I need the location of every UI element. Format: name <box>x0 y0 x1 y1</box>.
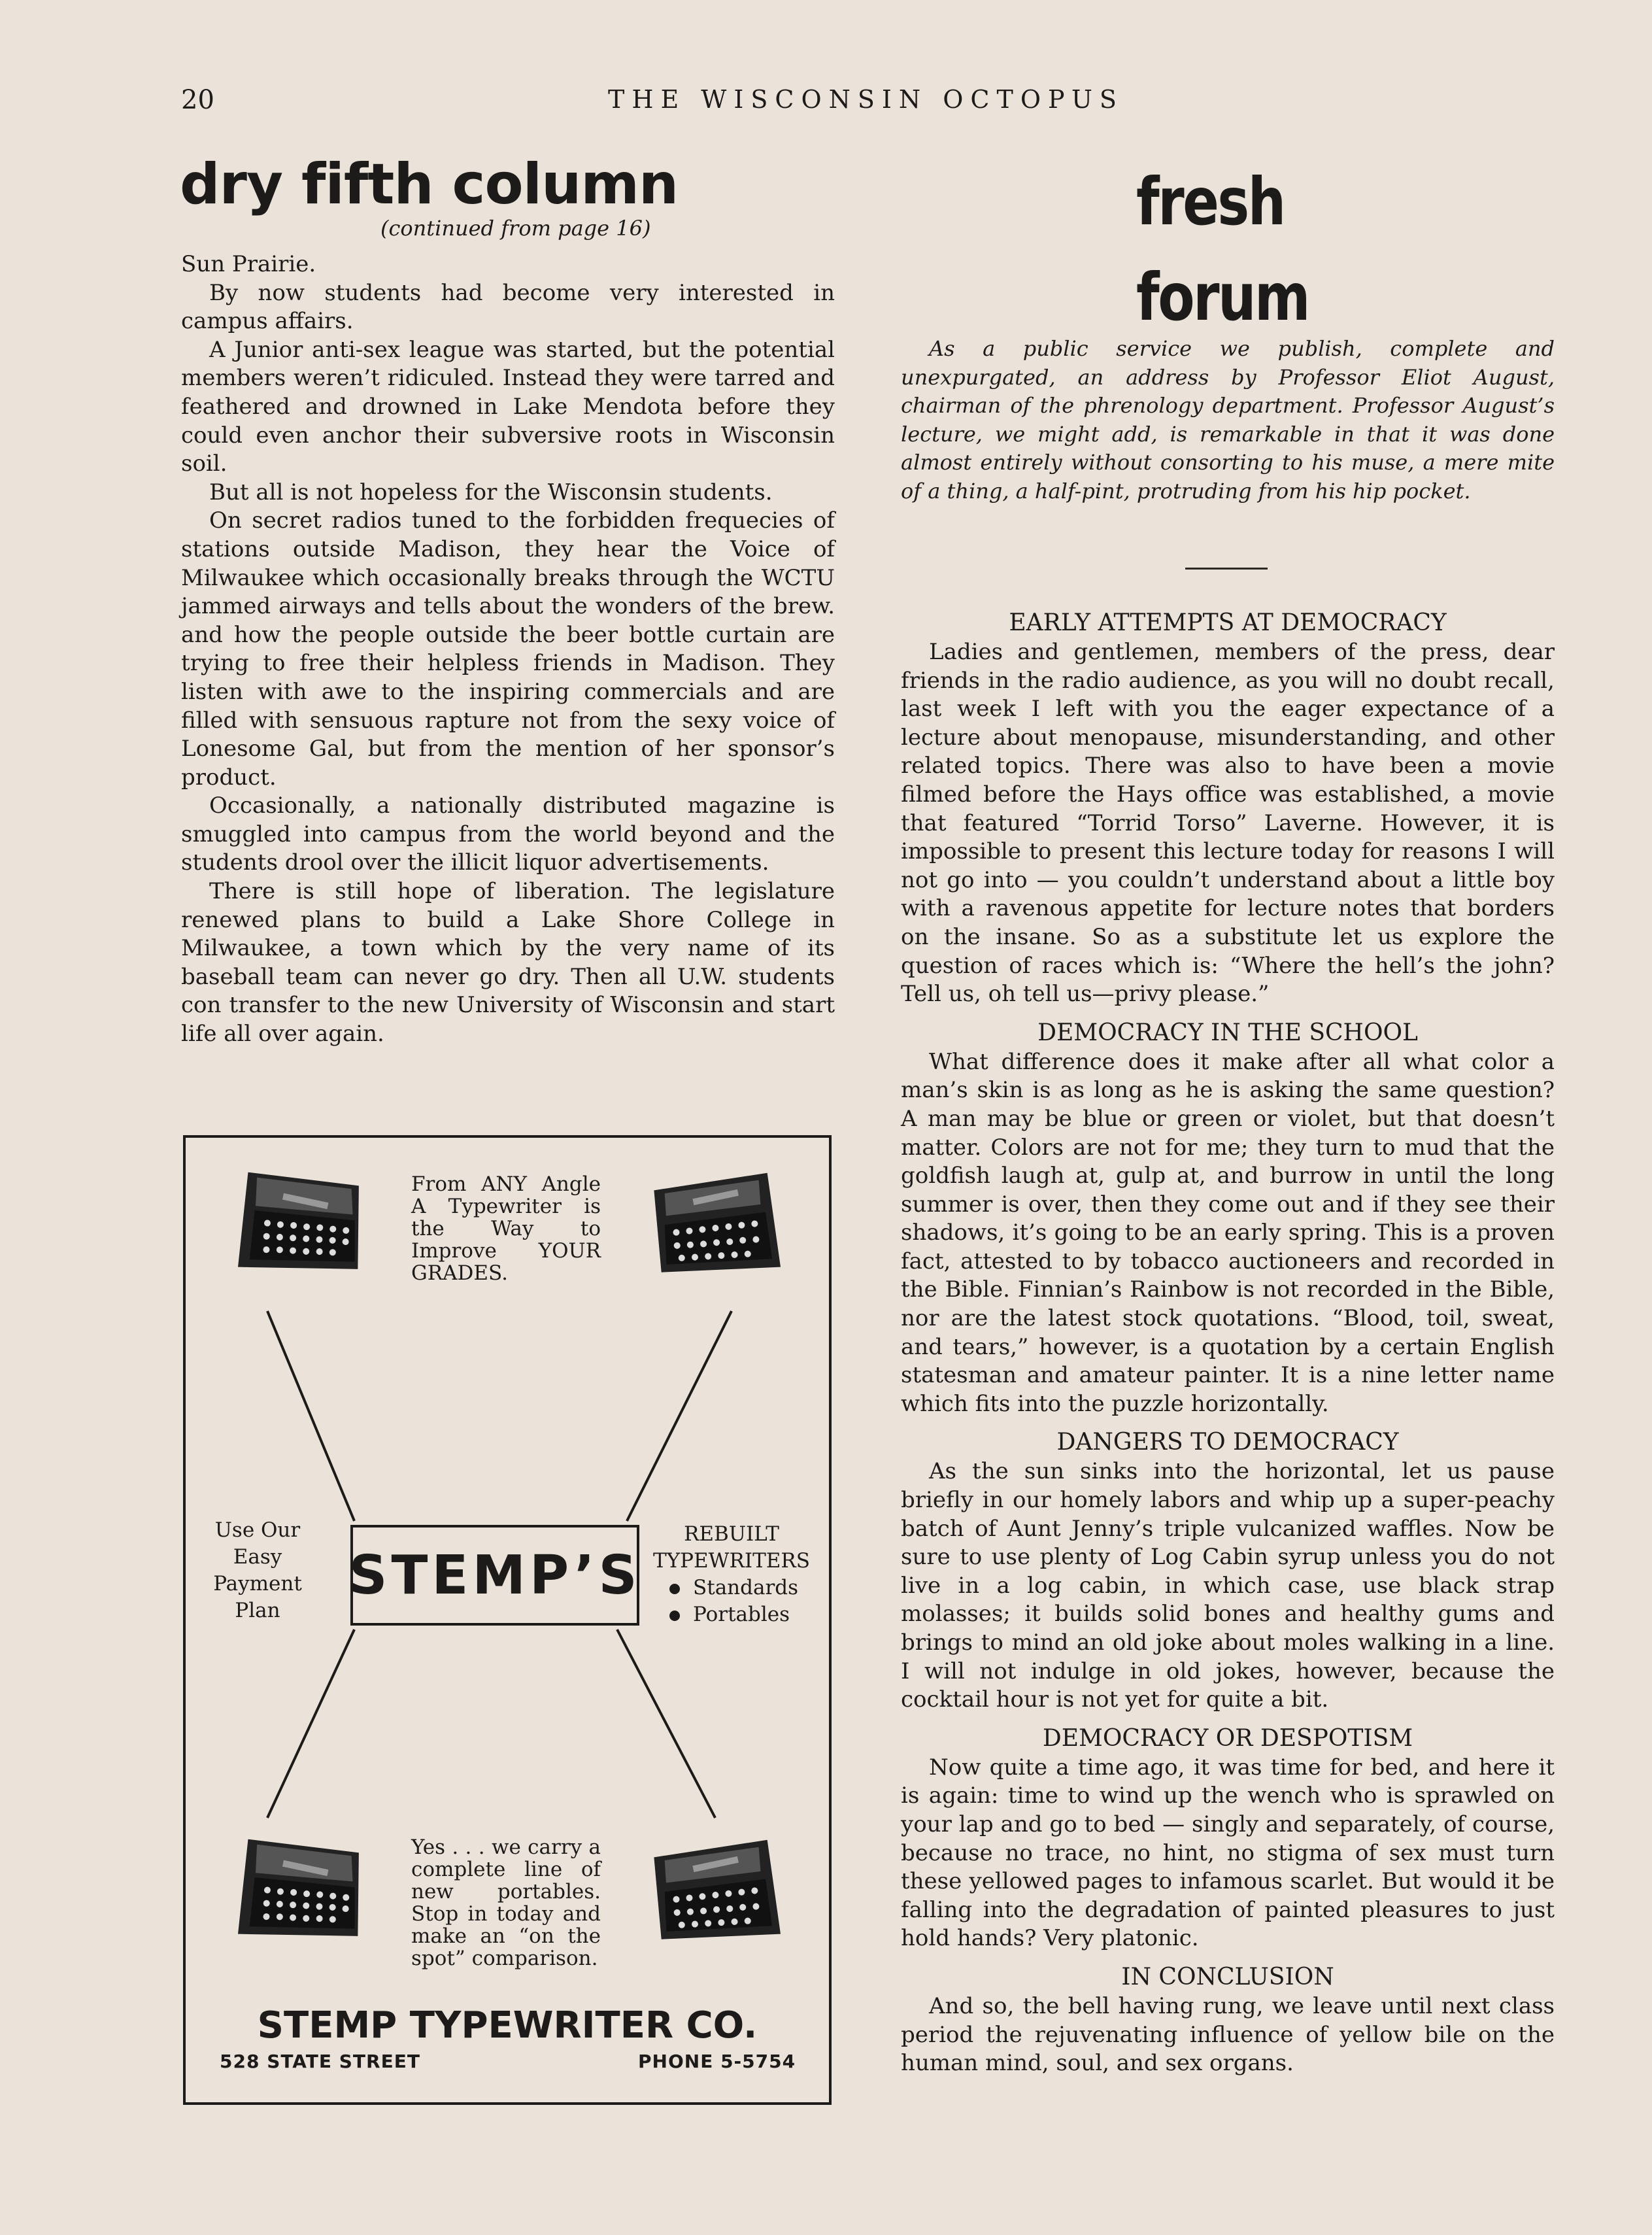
section-text: As the sun sinks into the horizontal, let us pause briefly in our homely labors and whip up a super-peachy batch of Aunt Jenny’s triple vulcanized waffles. Now be sure to use plenty of Log Cabin syrup unless you do not live in a log cabin, in which case, use black strap molasses; it builds solid bones and healthy gums and brings to mind an old joke about moles walking in a line. I will not indulge in old jokes, however, because the cocktail hour is not yet for quite a bit. <box>901 1458 1555 1713</box>
ad-left-line: Use Our <box>214 1518 301 1542</box>
ad-right-item <box>643 1601 820 1628</box>
title-line: fresh <box>1136 163 1285 240</box>
paragraph: There is still hope of liberation. The legislature renewed plans to build a Lake Shore College in Milwaukee, a town which by the very name of its baseball team can never go dry. Then all U.W. students con transfer to the new University of Wisconsin and start life all over again. <box>181 878 835 1048</box>
paragraph: A Junior anti-sex league was started, but the potential members weren’t ridiculed. Instead they were tarred and feathered and drowned in Lake Mendota before they could even anchor their subversive roots in Wisconsin soil. <box>181 336 835 477</box>
section-text: Now quite a time ago, it was time for bed, and here it is again: time to wind up the wench who is sprawled on your lap and go to bed — singly and separately, of course, because no trace, no hint, no stigma of sex must turn these yellowed pages to infamous scarlet. But would it be falling into the degradation of painted pleasures to just hold hands? Very platonic. <box>901 1754 1555 1952</box>
ad-top-text: From ANY Angle A Typewriter is the Way to Improve YOUR GRADES. <box>411 1172 601 1285</box>
ad-left-line: Easy <box>233 1545 282 1569</box>
ad-rebuilt-typewriters <box>643 1521 820 1628</box>
speech-body <box>901 608 1555 2087</box>
left-article-body <box>181 250 835 1049</box>
ad-phone: PHONE 5-5754 <box>638 2051 796 2072</box>
ad-left-line: Payment <box>213 1572 302 1595</box>
section-heading: IN CONCLUSION <box>1121 1963 1334 1990</box>
title-line: forum <box>1136 259 1309 335</box>
section-heading: DEMOCRACY OR DESPOTISM <box>1042 1724 1413 1752</box>
stemp-typewriter-ad <box>183 1135 832 2105</box>
continued-note: (continued from page 16) <box>380 216 651 241</box>
section-heading: DEMOCRACY IN THE SCHOOL <box>1037 1019 1418 1046</box>
intro-text <box>901 335 1555 505</box>
bullet-icon <box>669 1611 680 1621</box>
typewriter-icon <box>212 1157 382 1295</box>
ad-left-line: Plan <box>235 1599 280 1622</box>
left-article-title: dry fifth column <box>180 152 679 217</box>
right-article-title <box>1136 154 1309 345</box>
section-text: And so, the bell having rung, we leave until next class period the rejuvenating influence of yellow bile on the human mind, soul, and sex organs. <box>901 1992 1555 2077</box>
ad-item-label: Portables <box>693 1603 790 1626</box>
typewriter-icon <box>212 1824 382 1962</box>
ad-payment-plan <box>212 1517 303 1624</box>
intro-paragraph: As a public service we publish, complete and unexpurgated, an address by Professor Eliot August, chairman of the phrenology department. Professor August’s lecture, we might add, is remarkable in that it was done almost entirely without consorting to his muse, a mere mite of a thing, a half-pint, protruding from his hip pocket. <box>901 336 1555 503</box>
ad-right-heading: TYPEWRITERS <box>653 1549 810 1573</box>
divider <box>1185 568 1268 570</box>
section-text: Ladies and gentlemen, members of the press, dear friends in the radio audience, as you will no doubt recall, last week I left with you the eager expectance of a lecture about menopause, misunderstanding, and other related topics. There was also to have been a movie filmed before the Hays office was established, a movie that featured “Torrid Torso” Laverne. However, it is impossible to present this lecture today for reasons I will not go into — you couldn’t understand about a little boy with a ravenous appetite for lecture notes that borders on the insane. So as a substitute let us explore the question of races which is: “Where the hell’s the john? Tell us, oh tell us—privy please.” <box>901 639 1555 1008</box>
section-heading: EARLY ATTEMPTS AT DEMOCRACY <box>1009 609 1447 636</box>
ad-item-label: Standards <box>693 1576 799 1599</box>
section-heading: DANGERS TO DEMOCRACY <box>1056 1429 1399 1456</box>
typewriter-icon <box>637 1157 807 1295</box>
ad-right-item <box>643 1575 820 1601</box>
ad-company-name: STEMP TYPEWRITER CO. <box>257 2004 758 2047</box>
stemps-name: STEMP’S <box>348 1544 641 1607</box>
paragraph: On secret radios tuned to the forbidden frequecies of stations outside Madison, they hear the Voice of Milwaukee which occasionally breaks through the WCTU jammed airways and tells about the wonders of the brew. and how the people outside the beer bottle curtain are trying to free their helpless friends in Madison. They listen with awe to the inspiring commercials and are filled with sensuous rapture not from the sexy voice of Lonesome Gal, but from the mention of her sponsor’s product. <box>181 507 835 791</box>
typewriter-icon <box>637 1824 807 1962</box>
ad-right-heading: REBUILT <box>684 1522 779 1546</box>
page-number: 20 <box>181 85 214 115</box>
running-head: THE WISCONSIN OCTOPUS <box>608 85 1124 114</box>
ad-bottom-text: Yes . . . we carry a complete line of new portables. Stop in today and make an “on the spot” comparison. <box>411 1835 601 1970</box>
bullet-icon <box>669 1584 680 1594</box>
ad-address: 528 STATE STREET <box>220 2051 420 2072</box>
paragraph: But all is not hopeless for the Wisconsin students. <box>209 479 773 505</box>
stemps-logo-box <box>350 1525 639 1626</box>
paragraph: Occasionally, a nationally distributed magazine is smuggled into campus from the world beyond and the students drool over the illicit liquor advertisements. <box>181 793 835 876</box>
paragraph: Sun Prairie. <box>181 251 316 277</box>
paragraph: By now students had become very interested in campus affairs. <box>181 279 835 335</box>
section-text: What difference does it make after all what color a man’s skin is as long as he is asking the same question? A man may be blue or green or violet, but that doesn’t matter. Colors are not for me; they turn to mud that the goldfish laugh at, gulp at, and burrow in until the long summer is over, then they come out and if they see their shadows, it’s going to be an early spring. This is a proven fact, attested to by tobacco auctioneers and recorded in the Bible. Finnian’s Rainbow is not recorded in the Bible, nor are the latest stock quotations. “Blood, toil, sweat, and tears,” however, is a quotation by a certain English statesman and amateur painter. It is a nine letter name which fits into the puzzle horizontally. <box>901 1048 1555 1417</box>
